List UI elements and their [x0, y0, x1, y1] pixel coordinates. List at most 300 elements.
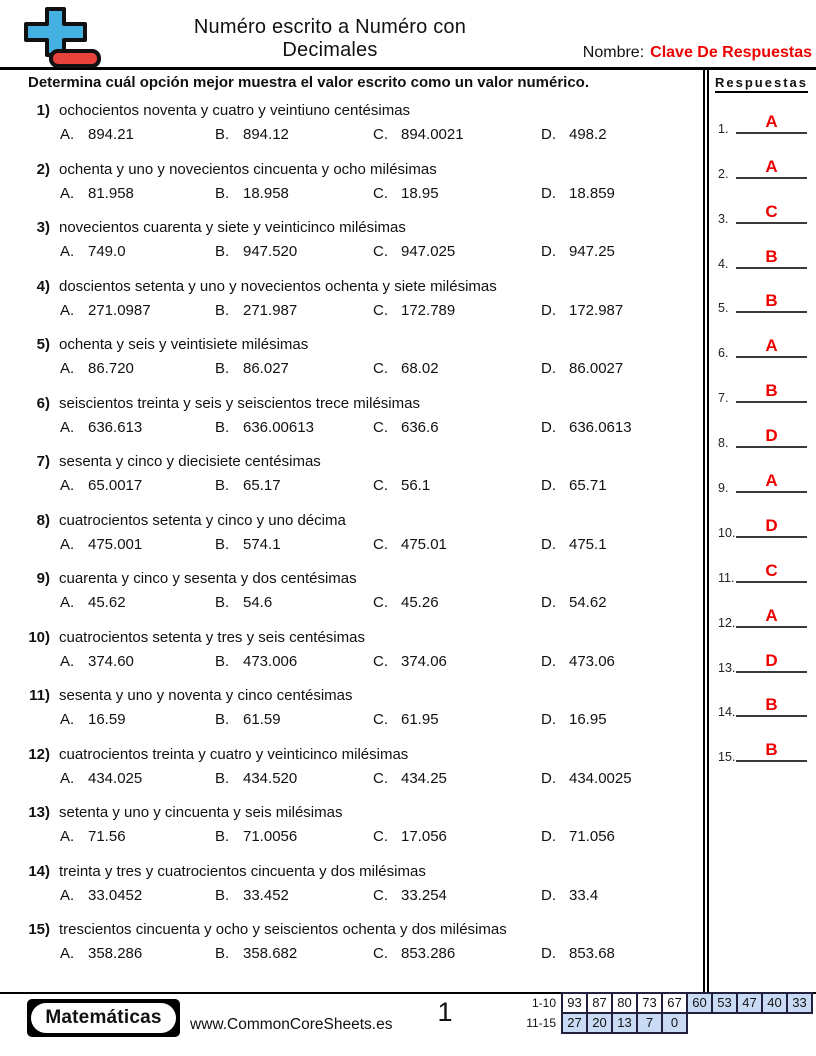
option-c-letter: C. — [373, 886, 388, 904]
option-d-letter: D. — [541, 360, 556, 377]
worksheet-title: Numéro escrito a Numéro con Decimales — [193, 16, 467, 61]
question-options — [0, 769, 703, 788]
option-b-letter: B. — [215, 535, 230, 553]
option-a-value: 434.025 — [88, 769, 143, 787]
option-b — [215, 476, 281, 495]
option-b-value: 271.987 — [243, 301, 298, 319]
answer-item — [709, 727, 816, 772]
option-b-value: 358.682 — [243, 945, 298, 962]
option-a — [60, 769, 142, 788]
option-d — [541, 359, 623, 378]
question-text: cuarenta y cinco y sesenta y dos centésimas — [59, 570, 357, 587]
option-d-value: 54.62 — [569, 594, 607, 611]
score-cell: 40 — [761, 992, 788, 1014]
option-a-letter: A. — [60, 301, 75, 319]
option-d — [541, 125, 607, 144]
question-block — [0, 569, 703, 609]
option-b-letter: B. — [215, 652, 230, 670]
option-c-letter: C. — [373, 945, 388, 962]
option-b-value: 61.59 — [243, 711, 281, 728]
option-c — [373, 886, 447, 905]
answer-blank-line — [736, 157, 807, 179]
brand-pill — [31, 1003, 176, 1033]
option-d — [541, 944, 615, 963]
score-row-label: 11-15 — [526, 1016, 556, 1030]
option-c — [373, 184, 439, 203]
option-a-value: 81.958 — [88, 184, 134, 202]
option-d-value: 33.4 — [569, 886, 599, 904]
score-cell: 60 — [686, 992, 713, 1014]
option-d — [541, 710, 607, 729]
option-b-letter: B. — [215, 769, 230, 787]
option-a-letter: A. — [60, 945, 75, 962]
answer-letter: B — [765, 381, 778, 401]
question-number: 14) — [28, 862, 50, 880]
question-number: 10) — [28, 628, 50, 646]
header — [0, 0, 816, 70]
option-d-letter: D. — [541, 243, 556, 260]
option-b — [215, 593, 272, 612]
option-c-value: 636.6 — [401, 418, 439, 436]
answer-number: 4. — [718, 256, 729, 271]
answer-letter: D — [765, 515, 778, 535]
question-line — [0, 511, 703, 530]
brand-name: Matemáticas — [45, 1007, 162, 1028]
answer-letter: B — [765, 740, 778, 760]
answer-item — [709, 189, 816, 234]
option-d-letter: D. — [541, 769, 556, 787]
option-b — [215, 359, 289, 378]
answer-blank-line — [736, 291, 807, 313]
question-line — [0, 920, 703, 939]
question-options — [0, 652, 703, 671]
answer-blank-line — [736, 202, 807, 224]
option-b — [215, 242, 297, 261]
question-text: sesenta y cinco y diecisiete centésimas — [59, 453, 321, 470]
option-a-value: 86.720 — [88, 360, 134, 377]
question-block — [0, 920, 703, 960]
question-text: setenta y uno y cincuenta y seis milésimas — [59, 804, 343, 821]
question-options — [0, 125, 703, 144]
option-c — [373, 125, 464, 144]
score-row — [515, 992, 813, 1014]
option-d-value: 475.1 — [569, 535, 607, 553]
option-d-letter: D. — [541, 184, 556, 202]
option-c — [373, 418, 439, 437]
question-options — [0, 593, 703, 612]
option-a — [60, 827, 126, 846]
option-d-letter: D. — [541, 594, 556, 611]
option-c-letter: C. — [373, 126, 388, 143]
score-cell: 20 — [586, 1012, 613, 1034]
answer-blank-line — [736, 740, 807, 762]
answer-item — [709, 279, 816, 324]
question-number: 3) — [36, 219, 50, 236]
question-line — [0, 277, 703, 296]
option-c-value: 45.26 — [401, 594, 439, 611]
question-line — [0, 452, 703, 471]
question-options — [0, 359, 703, 378]
option-b-letter: B. — [215, 301, 230, 319]
answers-panel — [703, 70, 816, 992]
score-row-label: 1-10 — [531, 996, 556, 1010]
answer-blank-line — [736, 426, 807, 448]
answer-blank-line — [736, 471, 807, 493]
question-number: 8) — [36, 511, 50, 529]
option-a-value: 894.21 — [88, 126, 134, 143]
answer-item — [709, 144, 816, 189]
option-d — [541, 535, 607, 554]
option-b — [215, 535, 281, 554]
option-d-value: 65.71 — [569, 477, 607, 494]
answer-blank-line — [736, 606, 807, 628]
score-cell: 13 — [611, 1012, 638, 1034]
option-b-value: 71.0056 — [243, 828, 298, 845]
question-number: 9) — [36, 570, 50, 587]
question-number: 6) — [36, 394, 50, 412]
answer-letter: A — [765, 471, 778, 491]
answer-number: 15. — [718, 750, 736, 765]
answer-number: 6. — [718, 346, 729, 361]
option-c-letter: C. — [373, 652, 388, 670]
option-b-letter: B. — [215, 243, 230, 260]
question-block — [0, 628, 703, 668]
option-a — [60, 476, 142, 495]
option-b — [215, 886, 289, 905]
option-d-letter: D. — [541, 126, 556, 143]
option-c — [373, 301, 455, 320]
option-a-value: 71.56 — [88, 828, 126, 845]
option-b — [215, 301, 297, 320]
option-d-letter: D. — [541, 652, 556, 670]
question-number: 5) — [36, 336, 50, 353]
option-b-value: 86.027 — [243, 360, 289, 377]
question-list — [0, 101, 703, 960]
option-a-value: 374.60 — [88, 652, 134, 670]
option-b-value: 33.452 — [243, 886, 289, 904]
option-c — [373, 593, 439, 612]
option-b-letter: B. — [215, 126, 230, 143]
page-number: 1 — [437, 997, 453, 1027]
question-options — [0, 476, 703, 495]
question-block — [0, 686, 703, 726]
question-text: cuatrocientos setenta y cinco y uno décima — [59, 511, 346, 529]
answer-blank-line — [736, 112, 807, 134]
option-c — [373, 827, 447, 846]
option-a-letter: A. — [60, 828, 75, 845]
name-row — [583, 44, 812, 62]
option-d-letter: D. — [541, 535, 556, 553]
option-d-value: 71.056 — [569, 828, 615, 845]
option-d-letter: D. — [541, 886, 556, 904]
question-text: ochenta y seis y veintisiete milésimas — [59, 336, 309, 353]
footer — [0, 992, 816, 1056]
option-b-letter: B. — [215, 886, 230, 904]
question-block — [0, 452, 703, 492]
option-c — [373, 476, 430, 495]
question-line — [0, 335, 703, 354]
option-a-letter: A. — [60, 769, 75, 787]
option-c-letter: C. — [373, 243, 388, 260]
answer-number: 10. — [718, 525, 736, 540]
option-b-value: 473.006 — [243, 652, 298, 670]
answer-item — [709, 323, 816, 368]
answers-panel-title: Respuestas — [715, 75, 808, 93]
question-block — [0, 160, 703, 200]
option-d — [541, 886, 598, 905]
question-line — [0, 101, 703, 120]
option-d — [541, 827, 615, 846]
score-cell: 7 — [636, 1012, 663, 1034]
answer-key-label: Clave De Respuestas — [650, 44, 812, 61]
answer-letter: A — [765, 336, 778, 356]
option-b — [215, 125, 289, 144]
answer-item — [709, 458, 816, 503]
questions-column — [0, 70, 703, 992]
option-a-value: 65.0017 — [88, 477, 143, 494]
answer-letter: B — [765, 695, 778, 715]
question-block — [0, 745, 703, 785]
option-d-value: 853.68 — [569, 945, 615, 962]
main-area — [0, 70, 816, 992]
question-number: 11) — [29, 687, 50, 704]
question-options — [0, 418, 703, 437]
answer-letter: B — [765, 246, 778, 266]
option-a-letter: A. — [60, 652, 75, 670]
option-d — [541, 301, 623, 320]
score-cell: 93 — [561, 992, 588, 1014]
question-options — [0, 242, 703, 261]
name-label: Nombre: — [582, 44, 645, 61]
option-b-letter: B. — [215, 945, 230, 962]
answer-number: 8. — [718, 436, 729, 451]
score-cell: 73 — [636, 992, 663, 1014]
option-c-letter: C. — [373, 711, 388, 728]
score-cells — [561, 992, 813, 1014]
question-line — [0, 745, 703, 764]
question-options — [0, 184, 703, 203]
question-number: 13) — [28, 804, 50, 821]
question-number: 1) — [36, 102, 50, 119]
answer-item — [709, 593, 816, 638]
option-b-value: 54.6 — [243, 594, 273, 611]
question-block — [0, 394, 703, 434]
question-line — [0, 803, 703, 822]
option-c-value: 947.025 — [401, 243, 456, 260]
question-options — [0, 710, 703, 729]
option-a-letter: A. — [60, 418, 75, 436]
option-b — [215, 652, 297, 671]
answer-letter: A — [765, 605, 778, 625]
option-c — [373, 944, 455, 963]
option-d-value: 86.0027 — [569, 360, 624, 377]
answer-letter: B — [765, 291, 778, 311]
question-number: 7) — [36, 453, 50, 470]
option-c-letter: C. — [373, 535, 388, 553]
question-block — [0, 218, 703, 258]
score-row — [515, 1012, 813, 1034]
question-block — [0, 803, 703, 843]
question-line — [0, 394, 703, 413]
question-text: treinta y tres y cuatrocientos cincuenta y dos milésimas — [59, 862, 426, 880]
option-a — [60, 359, 134, 378]
option-a — [60, 652, 134, 671]
option-b — [215, 184, 289, 203]
score-cell: 87 — [586, 992, 613, 1014]
option-b — [215, 418, 314, 437]
answer-item — [709, 683, 816, 728]
question-text: cuatrocientos treinta y cuatro y veinticinco milésimas — [59, 745, 409, 763]
answer-blank-line — [736, 381, 807, 403]
option-a-letter: A. — [60, 126, 75, 143]
option-a-letter: A. — [60, 360, 75, 377]
score-cell: 67 — [661, 992, 688, 1014]
answer-number: 2. — [718, 166, 729, 181]
option-c-letter: C. — [373, 184, 388, 202]
answer-item — [709, 503, 816, 548]
answer-item — [709, 413, 816, 458]
answer-letter: C — [765, 201, 778, 221]
option-c-value: 434.25 — [401, 769, 447, 787]
option-c-letter: C. — [373, 594, 388, 611]
option-c-value: 475.01 — [401, 535, 447, 553]
option-c-letter: C. — [373, 828, 388, 845]
option-a — [60, 886, 142, 905]
option-c-value: 61.95 — [401, 711, 439, 728]
answer-list — [709, 99, 816, 772]
answer-letter: A — [765, 156, 778, 176]
question-line — [0, 862, 703, 881]
option-b-value: 18.958 — [243, 184, 289, 202]
question-text: novecientos cuarenta y siete y veinticinco milésimas — [59, 219, 406, 236]
option-c — [373, 710, 439, 729]
question-line — [0, 160, 703, 179]
option-c-value: 172.789 — [401, 301, 456, 319]
question-line — [0, 628, 703, 647]
answer-number: 7. — [718, 391, 729, 406]
option-a-letter: A. — [60, 184, 75, 202]
answer-letter: D — [765, 650, 778, 670]
score-cells — [561, 1012, 688, 1034]
option-d — [541, 476, 607, 495]
answer-blank-line — [736, 516, 807, 538]
question-number: 2) — [36, 160, 50, 178]
option-a-value: 45.62 — [88, 594, 126, 611]
option-c-value: 56.1 — [401, 477, 431, 494]
option-d-value: 498.2 — [569, 126, 607, 143]
option-a — [60, 418, 142, 437]
answer-blank-line — [736, 336, 807, 358]
question-number: 4) — [36, 277, 50, 295]
question-options — [0, 886, 703, 905]
answer-blank-line — [736, 695, 807, 717]
answer-number: 5. — [718, 301, 729, 316]
answer-number: 1. — [718, 121, 729, 136]
option-a-value: 358.286 — [88, 945, 143, 962]
option-a-value: 33.0452 — [88, 886, 143, 904]
option-d-letter: D. — [541, 828, 556, 845]
option-d-value: 16.95 — [569, 711, 607, 728]
answer-item — [709, 638, 816, 683]
option-c — [373, 535, 447, 554]
option-c — [373, 242, 455, 261]
question-text: cuatrocientos setenta y tres y seis centésimas — [59, 628, 365, 646]
option-d-letter: D. — [541, 418, 556, 436]
score-cell: 33 — [786, 992, 813, 1014]
option-b — [215, 827, 297, 846]
score-cell: 80 — [611, 992, 638, 1014]
option-d — [541, 652, 615, 671]
question-block — [0, 277, 703, 317]
option-a-value: 16.59 — [88, 711, 126, 728]
brand-logo — [27, 999, 180, 1037]
option-d-value: 473.06 — [569, 652, 615, 670]
option-d-value: 636.0613 — [569, 418, 632, 436]
answer-letter: C — [765, 560, 778, 580]
question-options — [0, 535, 703, 554]
option-d — [541, 593, 607, 612]
score-cell: 27 — [561, 1012, 588, 1034]
option-c-value: 18.95 — [401, 184, 439, 202]
question-line — [0, 686, 703, 705]
question-block — [0, 511, 703, 551]
option-c-value: 374.06 — [401, 652, 447, 670]
option-b-value: 636.00613 — [243, 418, 314, 436]
option-c — [373, 652, 447, 671]
answer-letter: D — [765, 426, 778, 446]
option-b-value: 65.17 — [243, 477, 281, 494]
question-options — [0, 301, 703, 320]
question-text: doscientos setenta y uno y novecientos ochenta y siete milésimas — [59, 277, 497, 295]
option-b-letter: B. — [215, 360, 230, 377]
option-a-value: 475.001 — [88, 535, 143, 553]
option-a — [60, 593, 126, 612]
option-a-value: 749.0 — [88, 243, 126, 260]
option-d — [541, 418, 632, 437]
question-block — [0, 862, 703, 902]
option-a-letter: A. — [60, 535, 75, 553]
option-d-letter: D. — [541, 477, 556, 494]
option-c-letter: C. — [373, 418, 388, 436]
option-b — [215, 944, 297, 963]
score-table — [515, 992, 813, 1034]
option-b-value: 574.1 — [243, 535, 281, 553]
option-c-letter: C. — [373, 301, 388, 319]
score-cell: 47 — [736, 992, 763, 1014]
option-a — [60, 944, 142, 963]
option-b-letter: B. — [215, 418, 230, 436]
answer-number: 14. — [718, 705, 736, 720]
option-a-letter: A. — [60, 711, 75, 728]
option-c — [373, 359, 439, 378]
option-d-letter: D. — [541, 711, 556, 728]
website-url: www.CommonCoreSheets.es — [190, 1016, 393, 1033]
option-b-letter: B. — [215, 828, 230, 845]
question-text: sesenta y uno y noventa y cinco centésimas — [59, 687, 353, 704]
answer-letter: A — [765, 111, 778, 131]
option-c-value: 894.0021 — [401, 126, 464, 143]
option-d — [541, 184, 615, 203]
option-c-letter: C. — [373, 769, 388, 787]
option-c-value: 33.254 — [401, 886, 447, 904]
question-text: seiscientos treinta y seis y seiscientos trece milésimas — [59, 394, 420, 412]
option-b-letter: B. — [215, 711, 230, 728]
option-c — [373, 769, 447, 788]
option-a-value: 271.0987 — [88, 301, 151, 319]
option-d-letter: D. — [541, 301, 556, 319]
option-d-value: 434.0025 — [569, 769, 632, 787]
question-line — [0, 569, 703, 588]
